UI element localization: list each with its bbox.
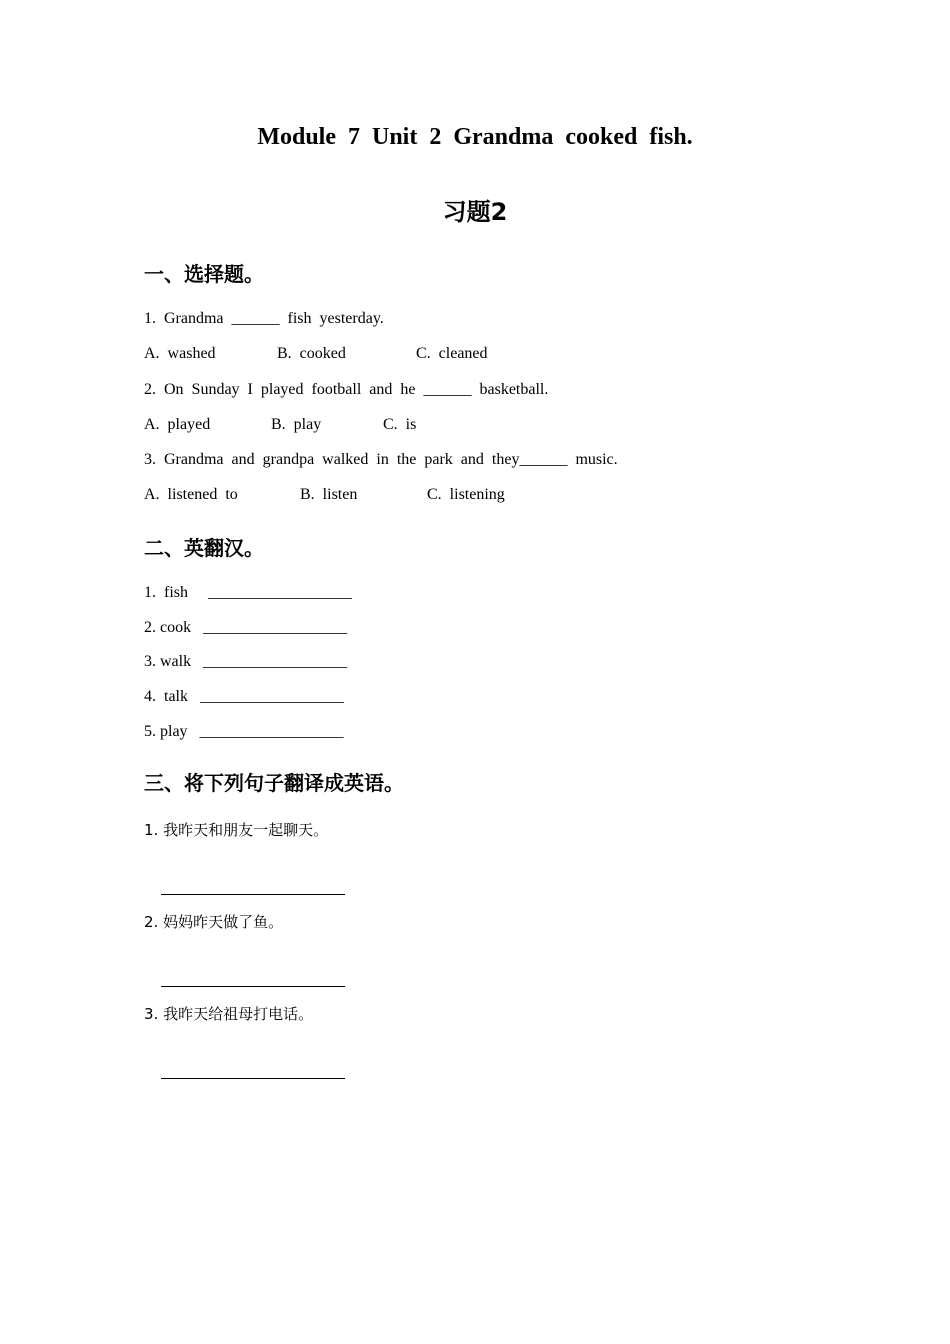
option-c: C. cleaned — [416, 345, 488, 362]
worksheet-title: Module 7 Unit 2 Grandma cooked fish. — [257, 124, 693, 150]
option-b: B. cooked — [277, 345, 346, 362]
option-b: B. listen — [300, 486, 358, 503]
question-stem: 3. Grandma and grandpa walked in the park and they______ music. — [144, 451, 618, 468]
question-stem: 1. Grandma ______ fish yesterday. — [144, 310, 384, 327]
section-2-heading: 二、英翻汉。 — [144, 536, 264, 560]
section-1-heading: 一、选择题。 — [144, 262, 264, 286]
option-a: A. played — [144, 416, 211, 433]
translation-item: 1. 我昨天和朋友一起聊天。 — [144, 821, 329, 839]
option-a: A. listened to — [144, 486, 238, 503]
answer-line — [161, 894, 345, 895]
option-a: A. washed — [144, 345, 216, 362]
answer-line — [161, 986, 345, 987]
worksheet-subtitle: 习题2 — [442, 198, 508, 226]
option-b: B. play — [271, 416, 322, 433]
vocab-item: 2. cook __________________ — [144, 619, 348, 636]
vocab-item: 4. talk __________________ — [144, 688, 344, 705]
answer-line — [161, 1078, 345, 1079]
translation-item: 3. 我昨天给祖母打电话。 — [144, 1005, 314, 1023]
vocab-item: 3. walk __________________ — [144, 653, 348, 670]
option-c: C. listening — [427, 486, 505, 503]
option-c: C. is — [383, 416, 417, 433]
question-stem: 2. On Sunday I played football and he ______ basketball. — [144, 381, 549, 398]
vocab-item: 1. fish __________________ — [144, 584, 352, 601]
vocab-item: 5. play __________________ — [144, 723, 344, 740]
translation-item: 2. 妈妈昨天做了鱼。 — [144, 913, 284, 931]
section-3-heading: 三、将下列句子翻译成英语。 — [144, 771, 404, 795]
